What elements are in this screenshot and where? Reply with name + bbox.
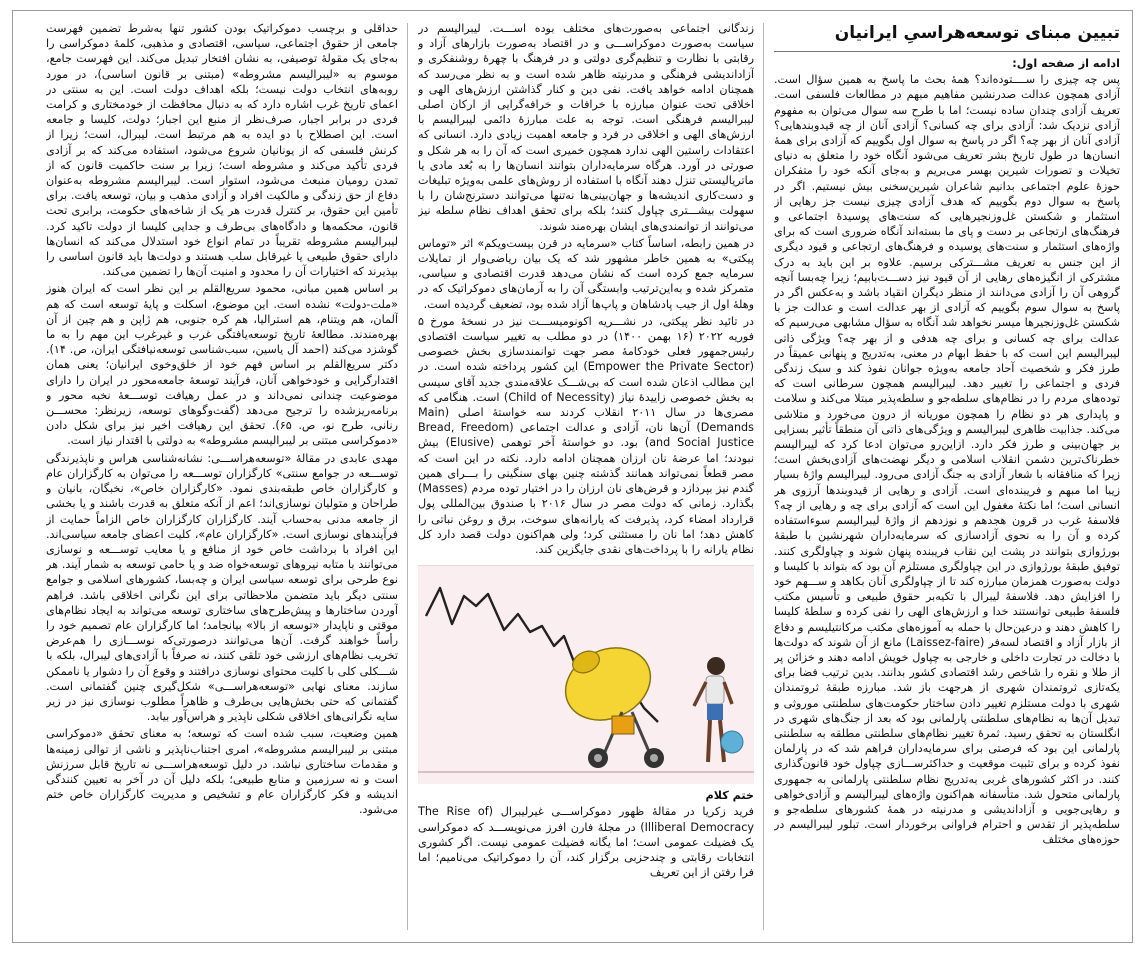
boy-figure-icon — [694, 657, 743, 762]
paragraph: همین وضعیت، سبب شده است که توسعه؛ به معنای تحقق «دموکراسی مبتنی بر لیبرالیسم مشروطه»، امری اجتناب‌ناپذیر و ناشی از توالی زمینه‌ها و مقدمات ساختاری نباشد. در دلیل توسعه‌هراســـی نه تاریخ قابل سرزنش است و نه سرزمین و منابع طبیعی؛ بلکه دلیل آن در آخر به تعیین کنندگی اندیشه و فکر کارگزاران عام و تشخیص و مدیریت کارگزاران خاص ختم می‌شود. — [46, 727, 398, 817]
paragraph: بر اساس همین مبانی، محمود سریع‌القلم بر این نظر است که ایران هنوز «ملت-دولت» نشده است. این موضوع، اسکلت و پایهٔ توسعه است که هم آلمان، هم ویتنام، هم استرالیا، هم کره جنوبی، هم ژاپن و هم چین از آن بهره‌مندند. مطالعهٔ تاریخ توسعه‌یافتگی غرب و غیرغرب این مهم را به ما گوشزد می‌کند (احمد آل یاسین، سبب‌شناسی توسعه‌نیافتگی ایران، ص. ۱۴). دکتر سریع‌القلم بر اساس فهم خود از خلق‌وخوی ایرانیان؛ یعنی همان اقتدارگرایی و خودخواهی آنان، فرآیند توسعهٔ جامعه‌محور در ایران را دارای موضوعیت چندانی نمی‌داند و در عمل رهیافت توســـعهٔ نخبه محور و برنامه‌ریزشده را ترجیح می‌دهد (گفت‌وگوهای توسعه، زیرنظر: محســـن رنانی، طرح نو، ص. ۶۵). تحقق این رهیافت اخیر نیز برای شکل دادن «دموکراسی مبتنی بر لیبرالیسم مشروطه» به دولتی با اقتدار نیاز است. — [46, 282, 398, 448]
article-illustration — [418, 565, 754, 784]
article-column-3 — [46, 21, 398, 934]
paragraph: در تائید نظر پیکتی، در نشـــریه اکونومیســـت نیز در نسخهٔ مورخ ۵ فوریه ۲۰۲۲ (۱۶ بهمن ۱۴۰۰) در دو مطلب به تغییر سیاست اقتصادی رئیس‌جمهور فعلی خودکامهٔ مصر جهت توانمندسازی بخش خصوصی (Empower the Private Sector) این کشور پرداخته شده است. در این مطالب اذعان شده است که بی‌شـــک علاقه‌مندی جدید آقای سیسی به بخش خصوصی زاییدهٔ نیاز (Child of Necessity) است. هنگامی که مصری‌ها در سال ۲۰۱۱ انقلاب کردند سه خواستهٔ اصلی (Main Demands) آن‌ها نان، آزادی و عدالت اجتماعی (Bread, Freedom and Social Justice) بود. دو خواستهٔ آخر توهمی (Elusive) بیش نبودند؛ اما عرضهٔ نان ارزان همچنان ادامه دارد. نکته در این است که مصر قطعاً نمی‌تواند همانند گذشته چنین بهای سنگینی را بـــرای همین گندم نیز بپردازد و قرض‌های نان ارزان را در اختیار توده مردم (Masses) بگذارد. زمانی که دولت مصر در سال ۲۰۱۶ با صندوق بین‌المللی پول قرارداد امضاء کرد، پذیرفت که یارانه‌های سوخت، برق و روغن نباتی را کاهش دهد؛ اما نان را مستثنی کرد؛ ولی هم‌اکنون دولت قصد دارد کل نظام یارانه را با پرداخت‌های نقدی جایگزین کند. — [418, 314, 754, 556]
closing-section-label: ختم کلام — [705, 789, 754, 803]
article-column-2 — [418, 21, 754, 934]
paragraph: زندگانی اجتماعی به‌صورت‌های مختلف بوده اســـت. لیبرالیسم در سیاست به‌صورت دموکراســـی و در اقتصاد به‌صورت بازارهای آزاد و رقابتی با نظارت و تنظیم‌گری دولتی و در فرهنگ با چهرهٔ روشنفکری و آزاداندیشی فرهنگی و مدرنیته ظاهر شده است و به نظر می‌رسد که همچنان ادامه خواهد یافت. نفی دین و کنار گذاشتن ارزش‌های الهی و اخلاقی تحت عنوان مبارزه با خرافات و خرافه‌گرایی از ارکان اصلی لیبرالیسم فرهنگی است. توجه به علت مبارزهٔ دائمی لیبرالیسم با ارزش‌های الهی و اخلاقی در فرد و جامعه اهمیت زیادی دارد. انسانی که اعتقادات راستین الهی ندارد همچون خمیری است که آن را به هر شکل و صورتی در آورد. هرگاه سرمایه‌داران بتوانند انسان‌ها را به بُعد مادی یا ماتریالیستی تنزل دهند آنگاه با استفاده از روش‌های علمی به‌ویژه تبلیغات و دست‌کاری اندیشه‌ها و جهان‌بینی‌ها نه‌تنها می‌توانند دسترنج‌شان را با سهولت بیشـــتری چپاول کنند؛ بلکه برای تحقق اهداف نظام سلطه نیز می‌توانند از توانمندی‌های ایشان بهره‌مند شوند. — [418, 22, 754, 233]
paragraph: مهدی عابدی در مقالهٔ «توسعه‌هراســـی: نشانه‌شناسی هراس و ناپذیرندگی توســـعه در جوامع سنتی» کارگزاران توســـعه را می‌توان به کارگزاران عام و کارگزاران خاص طبقه‌بندی نمود. «کارگزاران خاص»، نخبگان، بانیان و طراحان و متولیان نوسازی‌اند؛ اعم از آنکه متعلق به قدرت باشند و یا بخشی از جامعه مدنی به‌حساب آیند. کارگزاران کارگزاران خاص الزاماً حمایت از فرآیندهای نوسازی است. «کارگزاران عام»، کلیت اعضای جامعه سیاسی‌اند. این افراد با برداشت خاص خود از منافع و یا معایب توســـعه و نوسازی می‌توانند با متابه نیروهای توسعه‌خواه ضد و یا حامی توسعه به شمار آیند. هر نوع طرحی برای توسعه سیاسی ایران و چه‌بسا، کشورهای اسلامی و جوامع سنتی دیگر باید متضمن ملاحظاتی برای این نگرانی اخلاقی باشد. فراهم آوردن ساختارها و پیش‌طرح‌های ساختاری توسعه می‌تواند به ایجاد نظام‌های موقتی و ناپایدار «توسعه از بالا» بیانجامد؛ اما کارگزاران عام تصمیم خود را رأساً خواهند گرفت. آن‌ها می‌توانند درصورتی‌که نوســـازی را هم‌عرض تخریب نظام‌های ارزشی خود تلقی کنند، نه صرفاً با آزادی‌های لیبرال، بلکه با شـــکلی کلی با کلیت محتوای نوسازی درافتند و وقوع آن را دشوار یا ناممکن سازند. معنای نهایی «توسعه‌هراســـی» شکل‌گیری چنین گفتمانی است. گفتمانی که حتی بخش‌هایی بی‌طرف و ظاهراً مطلوب نوسازی نیز در زیر سایه نگرانی‌های اخلاقی شکلی ناپذیر و هراس‌آور بیابد. — [46, 451, 398, 724]
column-divider — [407, 23, 408, 930]
paragraph: فرید زکریا در مقالهٔ ظهور دموکراســـی غیرلیبرال (The Rise of Illiberal Democracy) در مجلهٔ فارن افرز می‌نویســـد که دموکراسی یک فضیلت عمومی است؛ اما یگانه فضیلت عمومی نیست. اگر کشوری انتخابات رقابتی و چندحزبی برگزار کند، آن را دموکراتیک می‌نامیم؛ اما فرا رفتن از این تعریف — [418, 805, 754, 880]
falling-chart-illustration — [418, 566, 754, 784]
newspaper-page — [12, 10, 1133, 943]
paragraph: در همین رابطه، اساساً کتاب «سرمایه در قرن بیست‌و‌یکم» اثر «توماس پیکتی» به همین خاطر مشهور شد که یک بیان ریاضی‌وار از تمایلات سرمایه جمع کرده است که نشان می‌دهد قدرت اقتصادی و سیاسی، متمرکز شده و به‌این‌ترتیب وابستگی آن را به آرمان‌های دموکراتیک که در وهلهٔ اول از جیب پادشاهان و پاپ‌ها آزاد شده بود، تضعیف گردیده است. — [418, 236, 754, 311]
article-column-1 — [774, 21, 1120, 934]
paragraph: حداقلی و برچسب دموکراتیک بودن کشور تنها به‌شرط تضمین فهرست جامعی از حقوق اجتماعی، سیاسی، اقتصادی و مذهبی، کلمهٔ دموکراسی را به‌جای یک مقولهٔ توصیفی، به نشان افتخار تبدیل می‌کند. این فهرست جامع، موسوم به «لیبرالیسم مشروطه» (مبتنی بر قانون اساسی)، در مورد روبه‌های انتخاب دولت نیست؛ بلکه اهداف دولت است. این به سنتی در اعمای تاریخ غرب اشاره دارد که به دنبال محافظت از خودمختاری و کرامت فردی در برابر اجبار، صرف‌نظر از منبع این اجبار؛ دولت، کلیسا و جامعه است. این اصطلاح با دو ایده به هم مرتبط است. لیبرال، است؛ زیرا از کرنش فلسفی که از یونانیان شروع می‌شود، استفاده می‌کند که بر آزادی فردی تأکید می‌کند و مشروطه است؛ زیرا بر سنت حاکمیت قانون که از تمدن رومیان منبعث می‌شود، استوار است. لیبرالیسم مشروطه به‌عنوان دفاع از حق زندگی و مالکیت افراد و آزادی مذهب و بیان، توسعه یافت. برای تأمین این حقوق، بر کنترل قدرت هر یک از شاخه‌های حکومت، برابری تحت قانون، محکمه‌ها و دادگاه‌های بی‌طرف و جدایی کلیسا از دولت تاکید کرد. لیبرالیسم مشروطه تقریباً در تمام انواع خود استدلال می‌کند که انسان‌ها دارای حقوق طبیعی یا غیرقابل سلب هستند و دولت‌ها باید قانون اساسی را بپذیرند که اختیارات آن را محدود و امنیت آن‌ها را تضمین می‌کند. — [46, 22, 398, 279]
paragraph: پس چه چیزی را ســــتوده‌اند؟ همهٔ بحث ما پاسخ به همین سؤال است. آزادی همچون عدالت صدرنشین مفاهیم مبهم در مطالعات فلسفی است. تعریف آزادی چندان ساده نیست؛ اما با طرح سه سوال می‌توان به مفهوم آزادی نزدیک شد: آزادی برای چه کسانی؟ آزادی آنان از چه قیدوبندهایی؟ آزادی آنان از بهر چه؟ اگر در پاسخ به سوال اول بگوییم که آزادی برای همهٔ انسان‌ها در طول تاریخ بشر تعریف می‌شود آنگاه خود را متعلق به دنیای تخیلات و تصورات شیرین بهسر می‌بریم و به‌جای آنکه خود را متفکران حوزهٔ علوم اجتماعی بدانیم شاعران شیرین‌سخنی بیش نیستیم. اگر در پاسخ به سوال دوم بگوییم که هدف آزادی چیزی نیست جز رهایی از استثمار و شکستن غل‌وزنجیرهایی که سنت‌های پوسیدهٔ اجتماعی و فرهنگ‌های ارتجاعی بر دست و پای ما بسته‌اند آنگاه ضروری است که برای واژه‌های استثمار و سنت‌های پوسیده و فرهنگ‌های ارتجاعی و قیود دیگری از این جنس به تعریف مشـــترکی برسیم. علاوه بر این باید به درک مشترکی از انگیزه‌های رهایی از آن قیود نیز دســـت‌بابیم؛ زیرا چه‌بسا آنچه گروهی آن را آزادی می‌دانند از منظر دیگران انقیاد باشد و به‌عکس اگر در پاسخ به سوال سوم بگوییم که آزادی از بهر عدالت است و عدالت جز با شکستن غل‌وزنجیرها میسر نخواهد شد آنگاه به سؤال مشابهی می‌رسیم که عدالت برای چه کسانی و برای چه هدفی و از بهر چه؟ ویژگی ذاتی لیبرالیسم این است که با حفظ ابهام در معنی، به‌تدریج و پنهانی عمیقاً در طرز فکر و شخصیت آحاد جامعه به‌ویژه جوانان نفوذ کند و سبک زندگی فردی و اجتماعی را تغییر دهد. لیبرالیسم همچون سرطانی است که توده‌های مردم را در نظام‌های سلطه‌جو و سلطه‌پذیر مبتلا می‌کند و سلامت و پایداری هر دو نظام را همچون موریانه از درون می‌خورد و متلاشی می‌کند. جذابیت ظاهری لیبرالیسم و ویژگی‌های ذاتی آن منطقاً تأثیر بسزایی بر جهان‌بینی و طرز فکر دارد. ازاین‌رو می‌توان ادعا کرد که لیبرالیسم خطرناک‌ترین دشمن انقلاب اسلامی و دیگر نهضت‌های آزادی‌بخش است؛ زیرا که منافقانه با شعار آزادی به جنگ آزادی می‌رود. لیبرالیسم واژهٔ بسیار زیبا اما مبهم و فریبنده‌ای است. آزادی و رهایی از قیدوبندها آرزوی هر انسانی است؛ اما نکتهٔ مغفول این است که آزادی برای چه و رهایی از چه؟ فلاسفهٔ غرب در قرون هجدهم و نوزدهم از واژهٔ لیبرالیسم سوءاستفاده کرده و آن را به نحوی آزادسازی که سرمایه‌داران شهرنشین با طبقهٔ بورژوازی بتوانند در پشت این نقاب فریبنده پنهان شوند و چپاولگری کنند. توفیق طبقهٔ بورژوازی در این چپاولگری مستلزم آن بود که بتواند با کلیسا و دولت به‌صورت همزمان مبارزه کند تا از چپاولگری آنان بکاهد و ســـهم خود را افزایش دهد. فلاسفهٔ لیبرال با تکیه‌بر حقوق طبیعی و تأسیس مکتب فلسفهٔ طبیعی توانستند خدا و ارزش‌های الهی را نفی کرده و سلطهٔ کلیسا را کاهش دهند و درعین‌حال با حمله به آموزه‌های مکتب مرکانتیلیسم و دفاع از بازار آزاد و اقتصاد لسه‌فر (Laissez-faire) مانع از آن شوند که دولت‌ها با دخالت در تجارت داخلی و خارجی به چپاول خویش ادامه دهند و خزائن پر از طلا و نقره را شاخص رشد اقتصادی کشور بدانند. بدین ترتیب فضا برای یکه‌تازی ثروتمندان شهری از هرجهت باز شد. مبارزه طبقهٔ ثروتمندان شهری با دولت مستلزم تغییر دادن ساختار حکومت‌های سلطنتی موروثی و تبدیل آن‌ها به نظام‌های سلطنتی پارلمانی بود که بعد از جنگ‌های شهری در انگلستان به تحقق رسید. ثمرهٔ تغییر نظام‌های سلطنتی مطلقه به سلطنتی پارلمانی این بود که فرصتی برای سرمایه‌داران فراهم شد که در پارلمان نفوذ کرده و برای تثبیت موقعیت و حداکثرســـازی چپاول خود قانون‌گذاری کنند. در اکثر کشورهای غربی به‌تدریج نظام سلطنتی پارلمانی به جمهوری پارلمانی متحول شد. متأسفانه هم‌اکنون واژه‌های لیبرالیسم و آزادی‌خواهی و رهایی‌جویی و آزاداندیشی و مدرنیته در همهٔ کشورهای سلطه‌جو و سلطه‌پذیر از تقدس و احترام فراوانی برخوردار است. تبلور لیبرالیسم در حوزه‌های مختلف — [774, 73, 1120, 847]
continued-from-front-label: ادامه از صفحه اول: — [1012, 57, 1120, 70]
column-divider — [763, 23, 764, 930]
article-headline: تبیین مبنای توسعه‌هراسیِ ایرانیان — [774, 21, 1120, 52]
